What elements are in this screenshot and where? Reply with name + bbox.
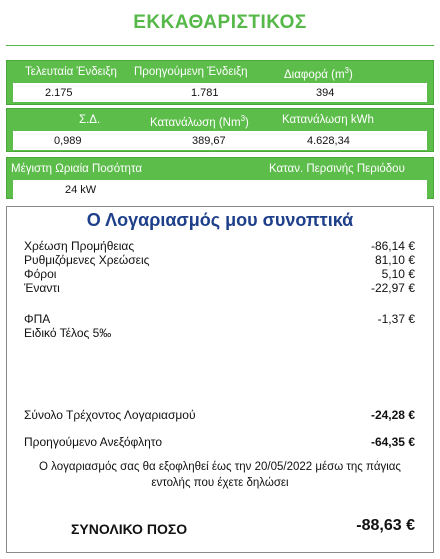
consumption-kwh-value: 4.628,34 [307,135,350,147]
difference-header [284,66,353,81]
vat-amount: -1,37 € [377,312,415,326]
readings-header [7,61,433,83]
consumption-nm3-header-close: ) [245,116,249,129]
previous-reading-value: 1.781 [191,87,219,99]
consumption-nm3-header [150,114,249,129]
difference-header-close: ) [349,68,353,81]
taxes-amount: 5,10 € [381,267,415,281]
readings-box [6,60,434,105]
max-quantity-header [7,158,433,180]
consumption-box [6,108,434,152]
taxes-row [24,267,415,281]
previous-reading-header: Προηγούμενη Ένδειξη [134,66,248,78]
special-fee-row [24,326,415,340]
consumption-nm3-value: 389,67 [192,135,226,147]
grand-total-amount: -88,63 € [356,517,415,534]
regulated-charges-label: Ρυθμιζόμενες Χρεώσεις [24,253,150,267]
difference-header-sup: 3 [344,66,349,75]
summary-title: Ο Λογαριασμός μου συνοπτικά [86,210,354,230]
title-divider [6,45,434,46]
last-reading-value: 2.175 [45,87,73,99]
against-label: Έναντι [24,281,60,295]
consumption-nm3-header-text: Κατανάλωση (Nm [150,116,241,129]
payment-note: Ο λογαριασμός σας θα εξοφληθεί έως την 20/05/2022 μέσω της πάγιας εντολής που έχετε δηλώσει [39,461,401,489]
sd-value: 0,989 [54,135,82,147]
max-hourly-header: Μέγιστη Ωριαία Ποσότητα [11,163,142,175]
supply-charge-amount: -86,14 € [370,239,415,253]
special-fee-label: Ειδικό Τέλος 5‰ [24,326,112,340]
current-total-row [24,408,415,422]
previous-unpaid-label: Προηγούμενο Ανεξόφλητο [24,435,163,449]
grand-total-row [71,517,415,539]
consumption-kwh-header: Κατανάλωση kWh [282,114,374,126]
grand-total-label: ΣΥΝΟΛΙΚΟ ΠΟΣΟ [71,521,188,537]
consumption-nm3-header-sup: 3 [240,114,246,123]
page-title: ΕΚΚΑΘΑΡΙΣΤΙΚΟΣ [133,12,307,33]
vat-label: ΦΠΑ [24,312,51,326]
previous-unpaid-amount: -64,35 € [370,435,415,449]
previous-unpaid-row [24,435,415,449]
regulated-charges-row [24,253,415,267]
max-quantity-box [6,157,434,199]
regulated-charges-amount: 81,10 € [374,253,415,267]
current-total-amount: -24,28 € [370,408,415,422]
vat-row [24,312,415,326]
difference-value: 394 [316,87,335,99]
sd-header: Σ.Δ. [79,114,101,126]
against-amount: -22,97 € [370,281,415,295]
taxes-label: Φόροι [24,267,57,281]
difference-header-text: Διαφορά (m [284,68,345,81]
bill-summary [6,206,434,553]
readings-values [13,83,427,102]
current-total-label: Σύνολο Τρέχοντος Λογαριασμού [24,408,196,422]
consumption-header [7,109,433,131]
supply-charge-row [24,239,415,253]
consumption-values [13,131,427,150]
last-reading-header: Τελευταία Ένδειξη [25,66,117,78]
against-row [24,281,415,295]
max-hourly-value: 24 kW [65,184,97,196]
max-quantity-values [13,180,427,199]
supply-charge-label: Χρέωση Προμήθειας [24,239,135,253]
last-year-header: Καταν. Περσινής Περιόδου [269,163,405,175]
